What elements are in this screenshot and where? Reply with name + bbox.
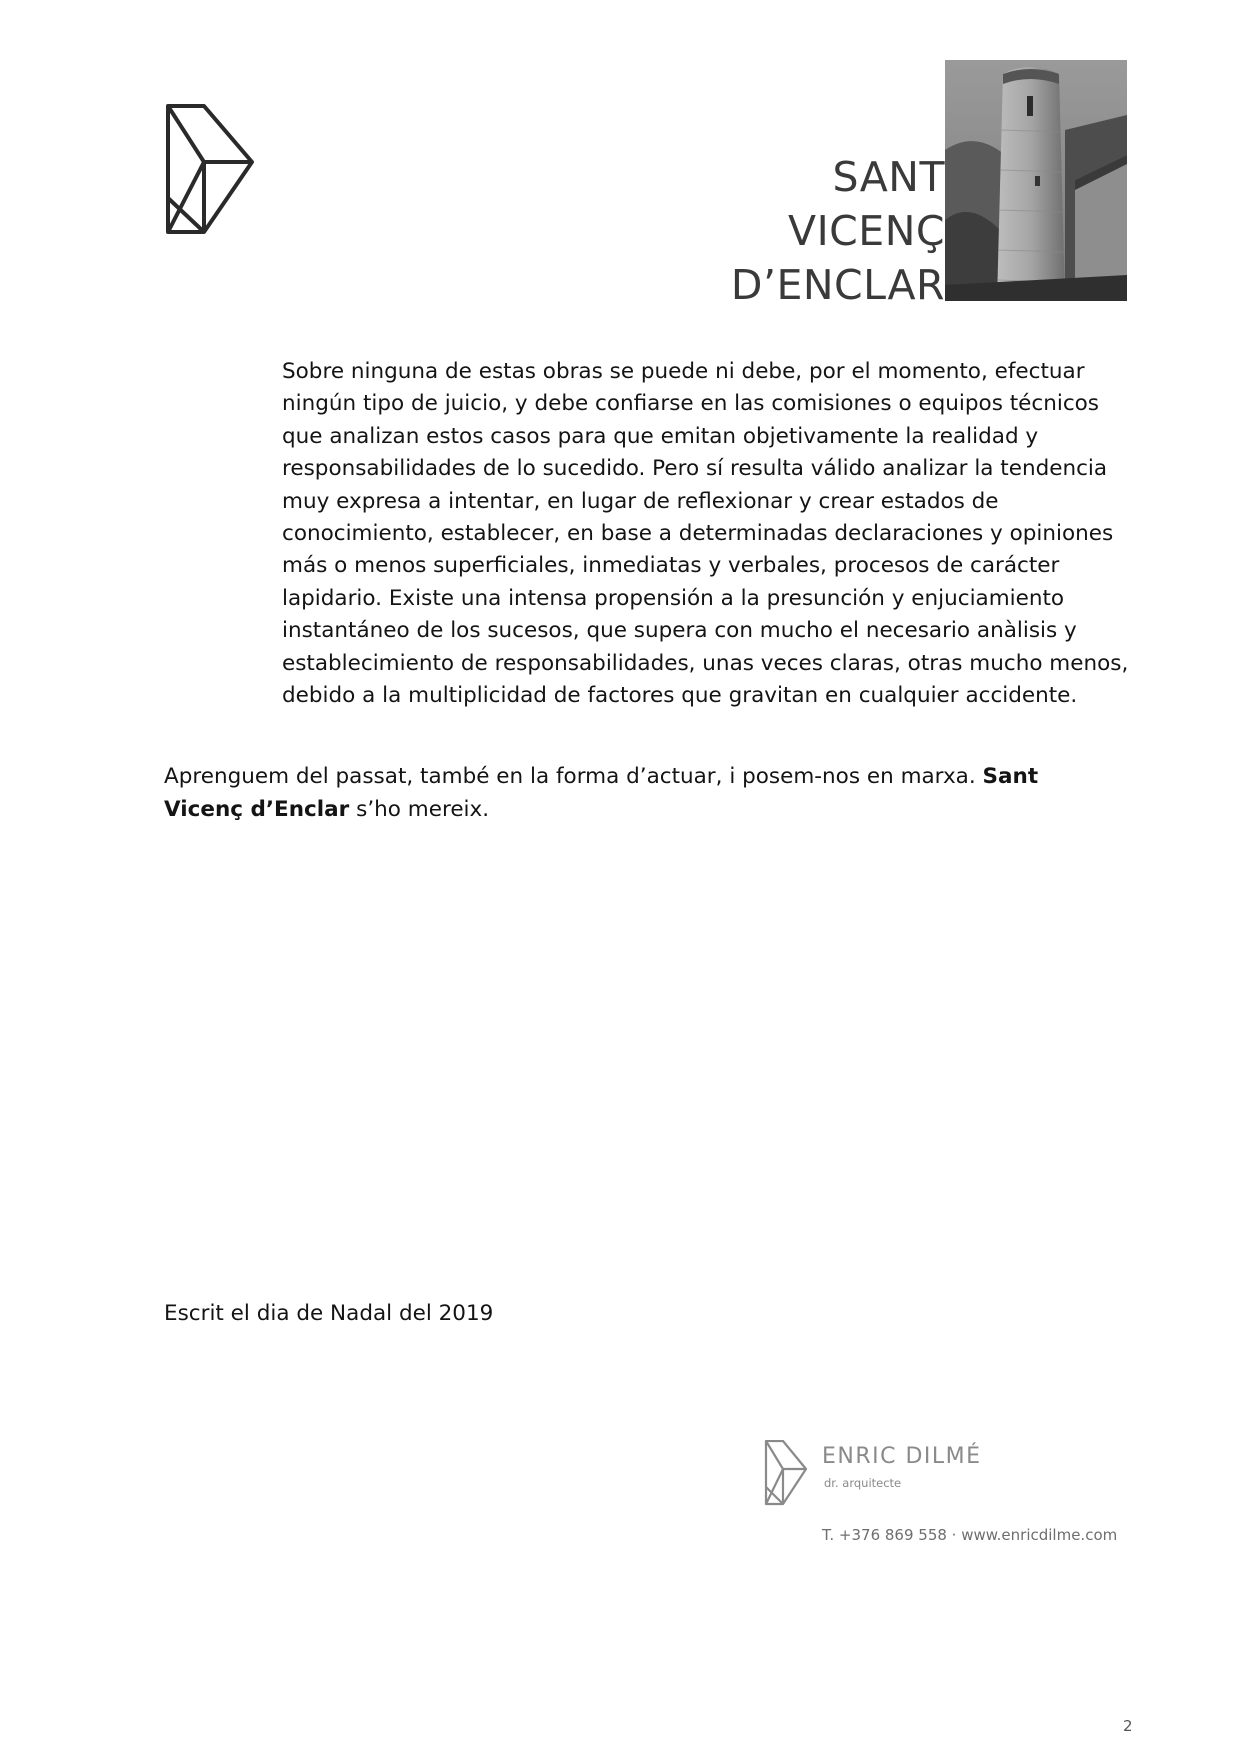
closing-text-after: s’ho mereix. — [356, 796, 490, 822]
signature-contact: T. +376 869 558 · www.enricdilme.com — [822, 1526, 1118, 1544]
signature-block — [760, 1438, 1130, 1558]
page-number: 2 — [1123, 1717, 1133, 1735]
logo-icon — [164, 104, 256, 236]
closing-bold-name: Sant Vicenç d’Enclar — [164, 764, 1039, 822]
title-line-2: VICENÇ — [788, 207, 945, 255]
closing-paragraph — [164, 761, 1104, 826]
signature-logo-icon — [764, 1440, 808, 1506]
page-title — [731, 150, 945, 312]
signature-role: dr. arquitecte — [824, 1476, 902, 1490]
tower-photo — [945, 60, 1127, 301]
title-line-3: D’ENCLAR — [730, 261, 945, 309]
closing-text-before: Aprenguem del passat, també en la forma d’actuar, i posem-nos en marxa. — [164, 764, 976, 789]
signature-name: ENRIC DILMÉ — [822, 1444, 982, 1469]
title-line-1: SANT — [832, 153, 945, 201]
dateline: Escrit el dia de Nadal del 2019 — [164, 1301, 494, 1326]
quote-paragraph: Sobre ninguna de estas obras se puede ni debe, por el momento, efectuar ningún tipo de juicio, y debe confiarse en las comisiones o equipos técnicos que analizan estos casos para que emitan objetivamente la realidad y responsabilidades de lo sucedido. Pero sí resulta válido analizar la tendencia muy expresa a intentar, en lugar de reflexionar y crear estados de conocimiento, establecer, en base a determinadas declaraciones y opiniones más o menos superficiales, inmediatas y verbales, procesos de carácter lapidario. Existe una intensa propensión a la presunción y enjuciamiento instantáneo de los sucesos, que supera con mucho el necesario anàlisis y establecimiento de responsabilidades, unas veces claras, otras mucho menos, debido a la multiplicidad de factores que gravitan en cualquier accidente. — [282, 359, 1129, 709]
